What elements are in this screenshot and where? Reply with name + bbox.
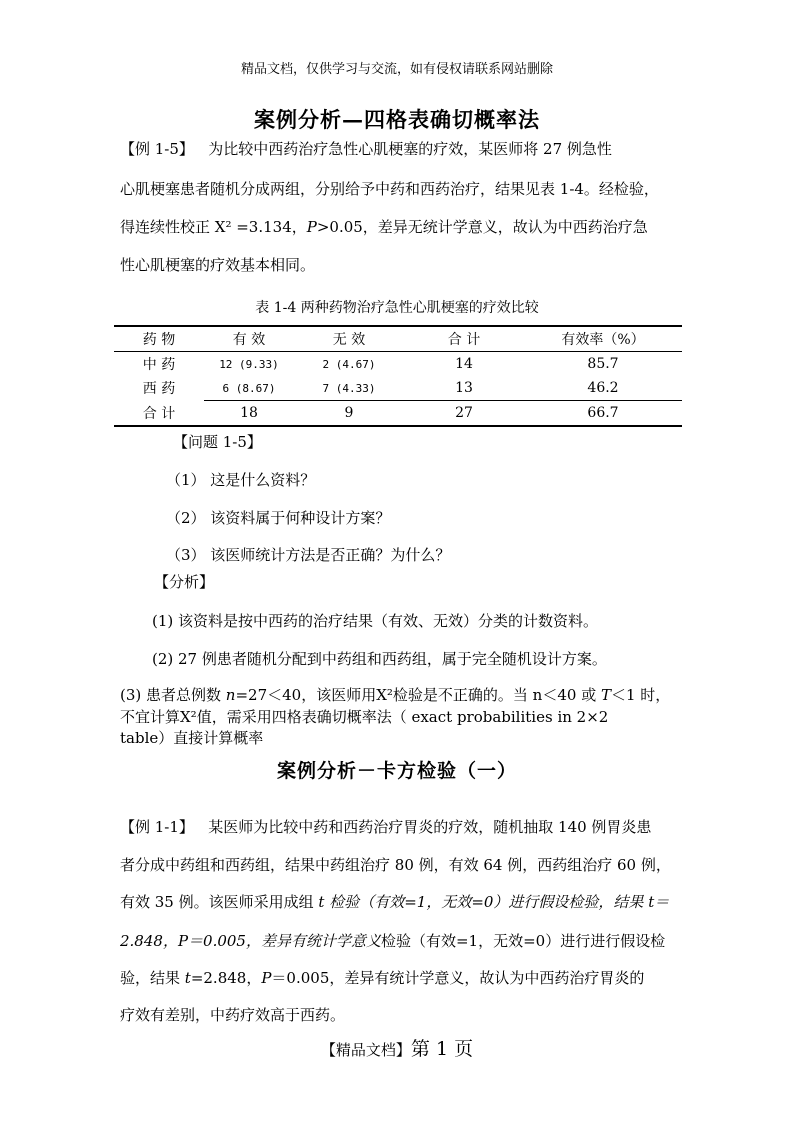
example-label: 【例 1-1】 xyxy=(120,818,194,836)
example-text: ＝0.005，差异有统计学意义，故认为中西药治疗胃炎的 xyxy=(271,969,645,987)
analysis-item-3-line1 xyxy=(120,684,670,705)
analysis-label: 【分析】 xyxy=(154,573,215,591)
example-1-1-line6: 疗效有差别，中药疗效高于西药。 xyxy=(120,1006,346,1024)
example-1-1-line5 xyxy=(120,967,644,988)
analysis-item-3-line2: 不宜计算X²值，需采用四格表确切概率法（ exact probabilities in 2×2 xyxy=(120,708,609,726)
cell-drug: 合 计 xyxy=(114,401,204,427)
col-header-drug: 药 物 xyxy=(114,326,204,352)
question-item: （2） 该资料属于何种设计方案？ xyxy=(166,509,391,527)
section-title-fisher: 案例分析—四格表确切概率法 xyxy=(254,107,540,132)
example-1-5-line3 xyxy=(120,216,648,237)
question-item: （1） 这是什么资料？ xyxy=(166,471,316,489)
example-text: 某医师为比较中药和西药治疗胃炎的疗效，随机抽取 140 例胃炎患 xyxy=(208,818,652,836)
efficacy-table xyxy=(114,325,682,427)
table-header-row xyxy=(114,326,682,352)
cell-effective: 6 (8.67) xyxy=(222,381,276,395)
col-header-effective: 有 效 xyxy=(204,326,294,352)
example-text: 为比较中西药治疗急性心肌梗塞的疗效，某医师将 27 例急性 xyxy=(208,140,612,158)
col-header-ineffective: 无 效 xyxy=(294,326,404,352)
page-number: 第 1 页 xyxy=(410,1038,474,1060)
example-1-1-line1 xyxy=(120,816,651,837)
section-title-chi-square: 案例分析－卡方检验（一） xyxy=(276,760,517,782)
example-1-1-line2: 者分成中药组和西药组，结果中药组治疗 80 例，有效 64 例，西药组治疗 60 例， xyxy=(120,856,671,874)
cell-rate: 66.7 xyxy=(524,401,682,427)
cell-effective: 12 (9.33) xyxy=(219,357,279,371)
analysis-text: (3) 患者总例数 xyxy=(120,686,226,704)
cell-ineffective: 9 xyxy=(294,401,404,427)
example-1-1-line3 xyxy=(120,891,669,912)
analysis-text: =27＜40，该医师用X²检验是不正确的。当 n＜40 或 xyxy=(235,686,601,704)
example-text: =2.848， xyxy=(190,969,262,987)
example-text: 有效 35 例。该医师采用成组 xyxy=(120,893,319,911)
example-1-5-line1 xyxy=(120,138,612,159)
col-header-rate: 有效率（%） xyxy=(524,326,682,352)
p-symbol: P xyxy=(306,218,317,236)
table-row-total xyxy=(114,401,682,427)
italic-text: 2.848，P＝0.005，差异有统计学意义 xyxy=(120,932,381,950)
chi-square-text: 得连续性校正 X² =3.134， xyxy=(120,218,307,236)
analysis-item-2: (2) 27 例患者随机分配到中药组和西药组，属于完全随机设计方案。 xyxy=(152,650,607,668)
cell-effective: 18 xyxy=(204,401,294,427)
question-item: （3） 该医师统计方法是否正确？为什么？ xyxy=(166,546,451,564)
cell-ineffective: 2 (4.67) xyxy=(322,357,376,371)
cell-total: 27 xyxy=(404,401,524,427)
cell-ineffective: 7 (4.33) xyxy=(322,381,376,395)
example-1-1-line4 xyxy=(120,930,665,951)
p-symbol: P xyxy=(261,969,272,987)
col-header-total: 合 计 xyxy=(404,326,524,352)
cell-drug: 中 药 xyxy=(142,357,176,373)
t-symbol: t xyxy=(184,969,191,987)
analysis-text: ＜1 时， xyxy=(610,686,671,704)
cell-drug: 西 药 xyxy=(142,381,176,398)
italic-text: t 检验（有效=1，无效=0）进行假设检验，结果 t＝ xyxy=(318,893,670,911)
table-caption: 表 1-4 两种药物治疗急性心肌梗塞的疗效比较 xyxy=(255,300,539,316)
example-text: 检验（有效=1，无效=0）进行进行假设检 xyxy=(380,932,666,950)
cell-total: 13 xyxy=(455,380,473,396)
example-label: 【例 1-5】 xyxy=(120,140,194,158)
t-symbol: T xyxy=(600,686,611,704)
page-footer xyxy=(0,1034,794,1061)
questions-label: 【问题 1-5】 xyxy=(173,433,262,451)
cell-rate: 46.2 xyxy=(587,380,619,396)
example-text: 验，结果 xyxy=(120,969,185,987)
n-symbol: n xyxy=(225,686,236,704)
analysis-item-1: (1) 该资料是按中西药的治疗结果（有效、无效）分类的计数资料。 xyxy=(152,612,599,630)
example-1-5-line4: 性心肌梗塞的疗效基本相同。 xyxy=(120,256,316,274)
table-row xyxy=(114,376,682,401)
example-1-5-line2: 心肌梗塞患者随机分成两组，分别给予中药和西药治疗，结果见表 1-4。经检验， xyxy=(120,180,659,198)
header-note: 精品文档，仅供学习与交流，如有侵权请联系网站删除 xyxy=(240,62,553,77)
footer-label: 【精品文档】 xyxy=(320,1041,411,1059)
analysis-item-3-line3: table）直接计算概率 xyxy=(120,729,264,747)
cell-total: 14 xyxy=(455,356,473,372)
conclusion-text: >0.05，差异无统计学意义，故认为中西药治疗急 xyxy=(316,218,648,236)
cell-rate: 85.7 xyxy=(587,356,619,372)
table-row xyxy=(114,352,682,377)
